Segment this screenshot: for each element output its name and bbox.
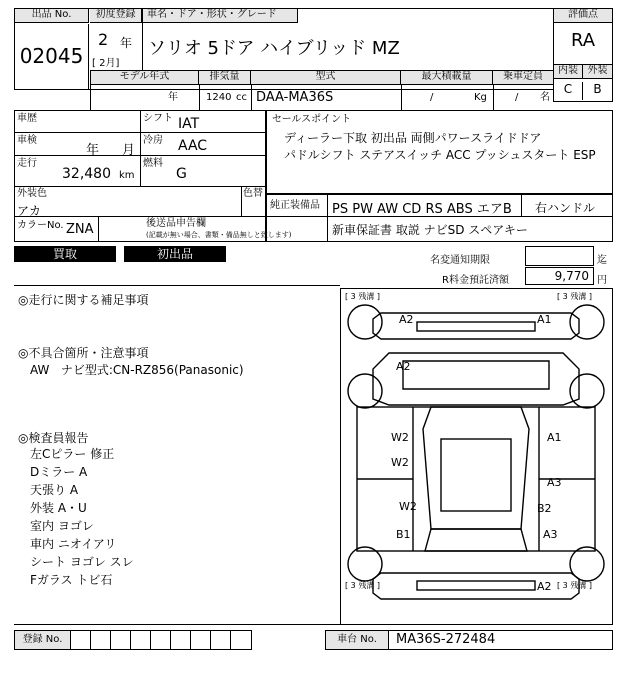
model-year-label: モデル年式 — [91, 71, 199, 85]
rear-glass-outline — [425, 529, 527, 551]
fuel-label: 燃料 — [143, 158, 163, 169]
mileage-value: 32,480 — [62, 166, 111, 182]
tire-label-bottom-left: [ 3 残溝 ] — [345, 581, 380, 590]
damage-mark-rear-bumper: A2 — [537, 580, 552, 593]
inspector-item: 天張り A — [30, 483, 79, 497]
capacity-label: 乗車定員 — [493, 71, 553, 85]
sales-point-line-1: ディーラー下取 初出品 両側パワースライドドア — [284, 131, 542, 145]
exterior-label: 外装 — [583, 65, 612, 79]
score-value: RA — [570, 30, 596, 51]
sales-point-line-2: パドルシフト ステアスイッチ ACC プッシュスタート ESP — [284, 148, 596, 162]
roof-outline — [441, 439, 511, 511]
damage-mark-right-quarter: B2 — [537, 502, 552, 515]
displacement: 1240 — [206, 92, 232, 103]
inspector-item: シート ヨゴレ スレ — [30, 555, 134, 569]
shift-value: IAT — [178, 116, 200, 132]
ac-value: AAC — [178, 138, 208, 154]
aftermarket-note: (記載が無い場合、書類・備品無しと致します) — [146, 231, 292, 239]
tire-front-left-outline — [348, 305, 382, 339]
equipment-items: PS PW AW CD RS ABS エアB — [332, 202, 512, 217]
inspector-item: 外装 A・U — [30, 501, 87, 515]
ac-label: 冷房 — [143, 135, 163, 146]
warranty-items: 新車保証書 取説 ナビSD スペアキー — [332, 223, 528, 237]
defects-title: ◎不具合箇所・注意事項 — [18, 346, 149, 360]
front-grille-outline — [417, 322, 535, 331]
damage-mark-right-rear-door: A3 — [547, 476, 562, 489]
reg-no-label: 登録 No. — [15, 631, 71, 649]
chassis-label: 車台 No. — [326, 631, 389, 649]
damage-mark-left-front-door: W2 — [391, 431, 409, 444]
first-listing-badge: 初出品 — [124, 246, 226, 262]
model-code: DAA-MA36S — [256, 90, 334, 105]
history-label: 車歴 — [17, 113, 37, 124]
damage-mark-right-front-door: A1 — [547, 431, 562, 444]
model-code-label: 型式 — [251, 71, 401, 85]
aftermarket-label: 後送品申告欄 — [146, 218, 206, 229]
tire-label-top-left: [ 3 残溝 ] — [345, 292, 380, 301]
tire-rear-right-outline — [570, 547, 604, 581]
fuel-value: G — [176, 166, 187, 182]
damage-diagram — [340, 288, 613, 625]
hood-panel-outline — [403, 361, 549, 389]
inspector-item: 車内 ニオイアリ — [30, 537, 117, 551]
lot-number: 02045 — [15, 24, 89, 89]
reg-year: 2 — [98, 30, 109, 49]
supplement-title: ◎走行に関する補足事項 — [18, 293, 149, 307]
interior-label: 内装 — [554, 65, 583, 79]
car-name: ソリオ 5ドア ハイブリッド MZ — [148, 38, 400, 59]
load-label: 最大積載量 — [401, 71, 493, 85]
tire-rear-left-outline — [348, 547, 382, 581]
damage-mark-left-rear-door: W2 — [391, 456, 409, 469]
shift-label: シフト — [143, 113, 173, 124]
tire-front-right-outline — [570, 305, 604, 339]
mileage-label: 走行 — [17, 158, 37, 169]
defects-line: AW ナビ型式:CN-RZ856(Panasonic) — [30, 363, 244, 377]
inspector-item: 室内 ヨゴレ — [30, 519, 94, 533]
car-label: 車名・ドア・形状・グレード — [143, 9, 298, 23]
mileage-unit: km — [119, 170, 135, 181]
recycle-unit: 円 — [597, 275, 607, 286]
sales-point-label: セールスポイント — [272, 114, 352, 125]
model-year-unit: 年 — [168, 92, 178, 103]
inspector-item: Fガラス トビ石 — [30, 573, 113, 587]
buy-badge: 買取 — [14, 246, 116, 262]
tire-extra-outline — [570, 374, 604, 408]
equipment-label: 純正装備品 — [270, 200, 320, 211]
deadline-unit: 迄 — [597, 255, 607, 266]
damage-mark-front-bumper-left: A2 — [399, 313, 414, 326]
chassis-number: MA36S-272484 — [396, 632, 496, 647]
tire-spare-outline — [348, 374, 382, 408]
tire-label-bottom-right: [ 3 残溝 ] — [557, 581, 592, 590]
score-label: 評価点 — [554, 9, 612, 23]
insp-month-unit: 月 — [122, 143, 136, 158]
handle-side: 右ハンドル — [535, 201, 596, 215]
damage-mark-right-rear: A3 — [543, 528, 558, 541]
damage-mark-left-fender: A2 — [396, 360, 411, 373]
inspection-label: 車検 — [17, 135, 37, 146]
load-unit: Kg — [474, 92, 487, 103]
exterior-score: B — [593, 82, 602, 96]
capacity-unit: 名 — [540, 92, 550, 103]
reg-year-unit: 年 — [120, 36, 133, 50]
capacity-value: / — [515, 92, 519, 103]
deadline-box — [525, 246, 594, 266]
interior-score: C — [554, 82, 583, 100]
inspector-item: 左Cピラー 修正 — [30, 447, 115, 461]
color-no-value: ZNA — [66, 222, 94, 237]
lot-label: 出品 No. — [15, 9, 89, 23]
damage-mark-left-quarter: W2 — [399, 500, 417, 513]
recolor-label: 色替 — [243, 188, 263, 199]
ext-color-value: アカ — [17, 204, 41, 218]
deadline-label: 名変通知期限 — [430, 255, 490, 266]
reg-month: [ 2月] — [92, 58, 120, 69]
displacement-unit: cc — [236, 92, 247, 103]
damage-mark-left-rear: B1 — [396, 528, 411, 541]
inspector-item: Dミラー A — [30, 465, 88, 479]
load-value: / — [430, 92, 434, 103]
damage-mark-front-bumper-right: A1 — [537, 313, 552, 326]
tire-label-top-right: [ 3 残溝 ] — [557, 292, 592, 301]
reg-label: 初度登録 — [90, 9, 142, 23]
inspector-title: ◎検査員報告 — [18, 431, 89, 445]
ext-color-label: 外装色 — [17, 188, 47, 199]
recycle-value: 9,770 — [525, 267, 594, 285]
insp-year-unit: 年 — [86, 143, 100, 158]
displacement-label: 排気量 — [199, 71, 251, 85]
recycle-label: R料金預託済額 — [442, 275, 509, 286]
color-no-label: カラーNo. — [17, 220, 64, 231]
rear-garnish-outline — [417, 581, 535, 590]
